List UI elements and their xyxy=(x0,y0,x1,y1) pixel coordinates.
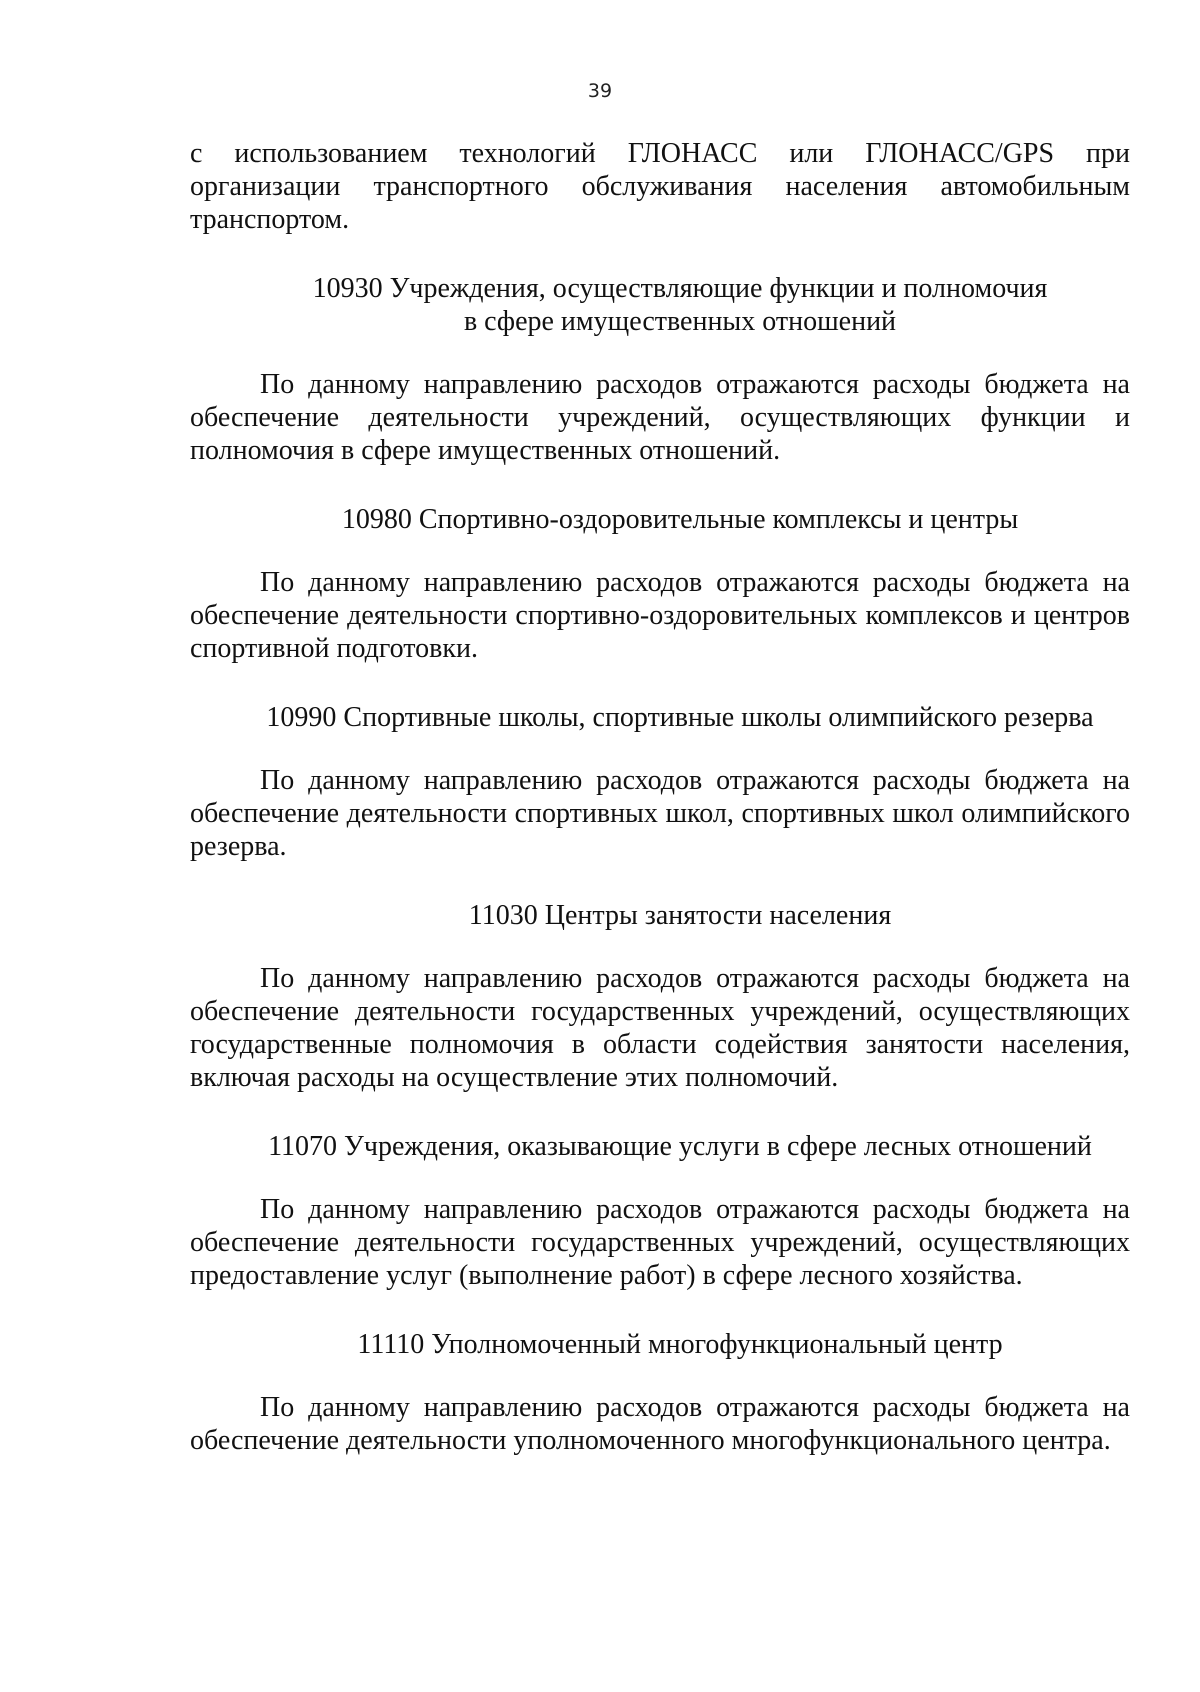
section-heading-10990: 10990 Спортивные школы, спортивные школы олимпийского резерва xyxy=(266,702,1094,733)
section-heading-10930-line2: в сфере имущественных отношений xyxy=(463,306,897,337)
section-heading-10930-line1: 10930 Учреждения, осуществляющие функции и полномочия xyxy=(312,273,1048,304)
section-text-11030: По данному направлению расходов отражаются расходы бюджета на обеспечение деятельности государственных учреждений, осуществляющих государственные полномочия в области содействия занятости населения, включая расходы на осуществление этих полномочий. xyxy=(190,963,1130,1093)
document-body xyxy=(190,137,1130,1457)
page-number: 39 xyxy=(587,80,613,102)
section-heading-11030: 11030 Центры занятости населения xyxy=(468,900,892,931)
section-text-11070: По данному направлению расходов отражаются расходы бюджета на обеспечение деятельности государственных учреждений, осуществляющих предоставление услуг (выполнение работ) в сфере лесного хозяйства. xyxy=(190,1194,1130,1291)
section-heading-11070: 11070 Учреждения, оказывающие услуги в сфере лесных отношений xyxy=(268,1131,1092,1162)
section-heading-10930 xyxy=(190,272,1130,338)
section-heading-10980: 10980 Спортивно-оздоровительные комплексы и центры xyxy=(341,504,1019,535)
section-text-11110: По данному направлению расходов отражаются расходы бюджета на обеспечение деятельности уполномоченного многофункционального центра. xyxy=(190,1392,1130,1456)
section-text-10980: По данному направлению расходов отражаются расходы бюджета на обеспечение деятельности спортивно-оздоровительных комплексов и центров спортивной подготовки. xyxy=(190,567,1130,664)
section-text-10990: По данному направлению расходов отражаются расходы бюджета на обеспечение деятельности спортивных школ, спортивных школ олимпийского резерва. xyxy=(190,765,1130,862)
section-heading-11110: 11110 Уполномоченный многофункциональный центр xyxy=(357,1329,1003,1360)
intro-paragraph: с использованием технологий ГЛОНАСС или ГЛОНАСС/GPS при организации транспортного обслуживания населения автомобильным транспортом. xyxy=(190,138,1130,235)
section-text-10930: По данному направлению расходов отражаются расходы бюджета на обеспечение деятельности учреждений, осуществляющих функции и полномочия в сфере имущественных отношений. xyxy=(190,369,1130,466)
